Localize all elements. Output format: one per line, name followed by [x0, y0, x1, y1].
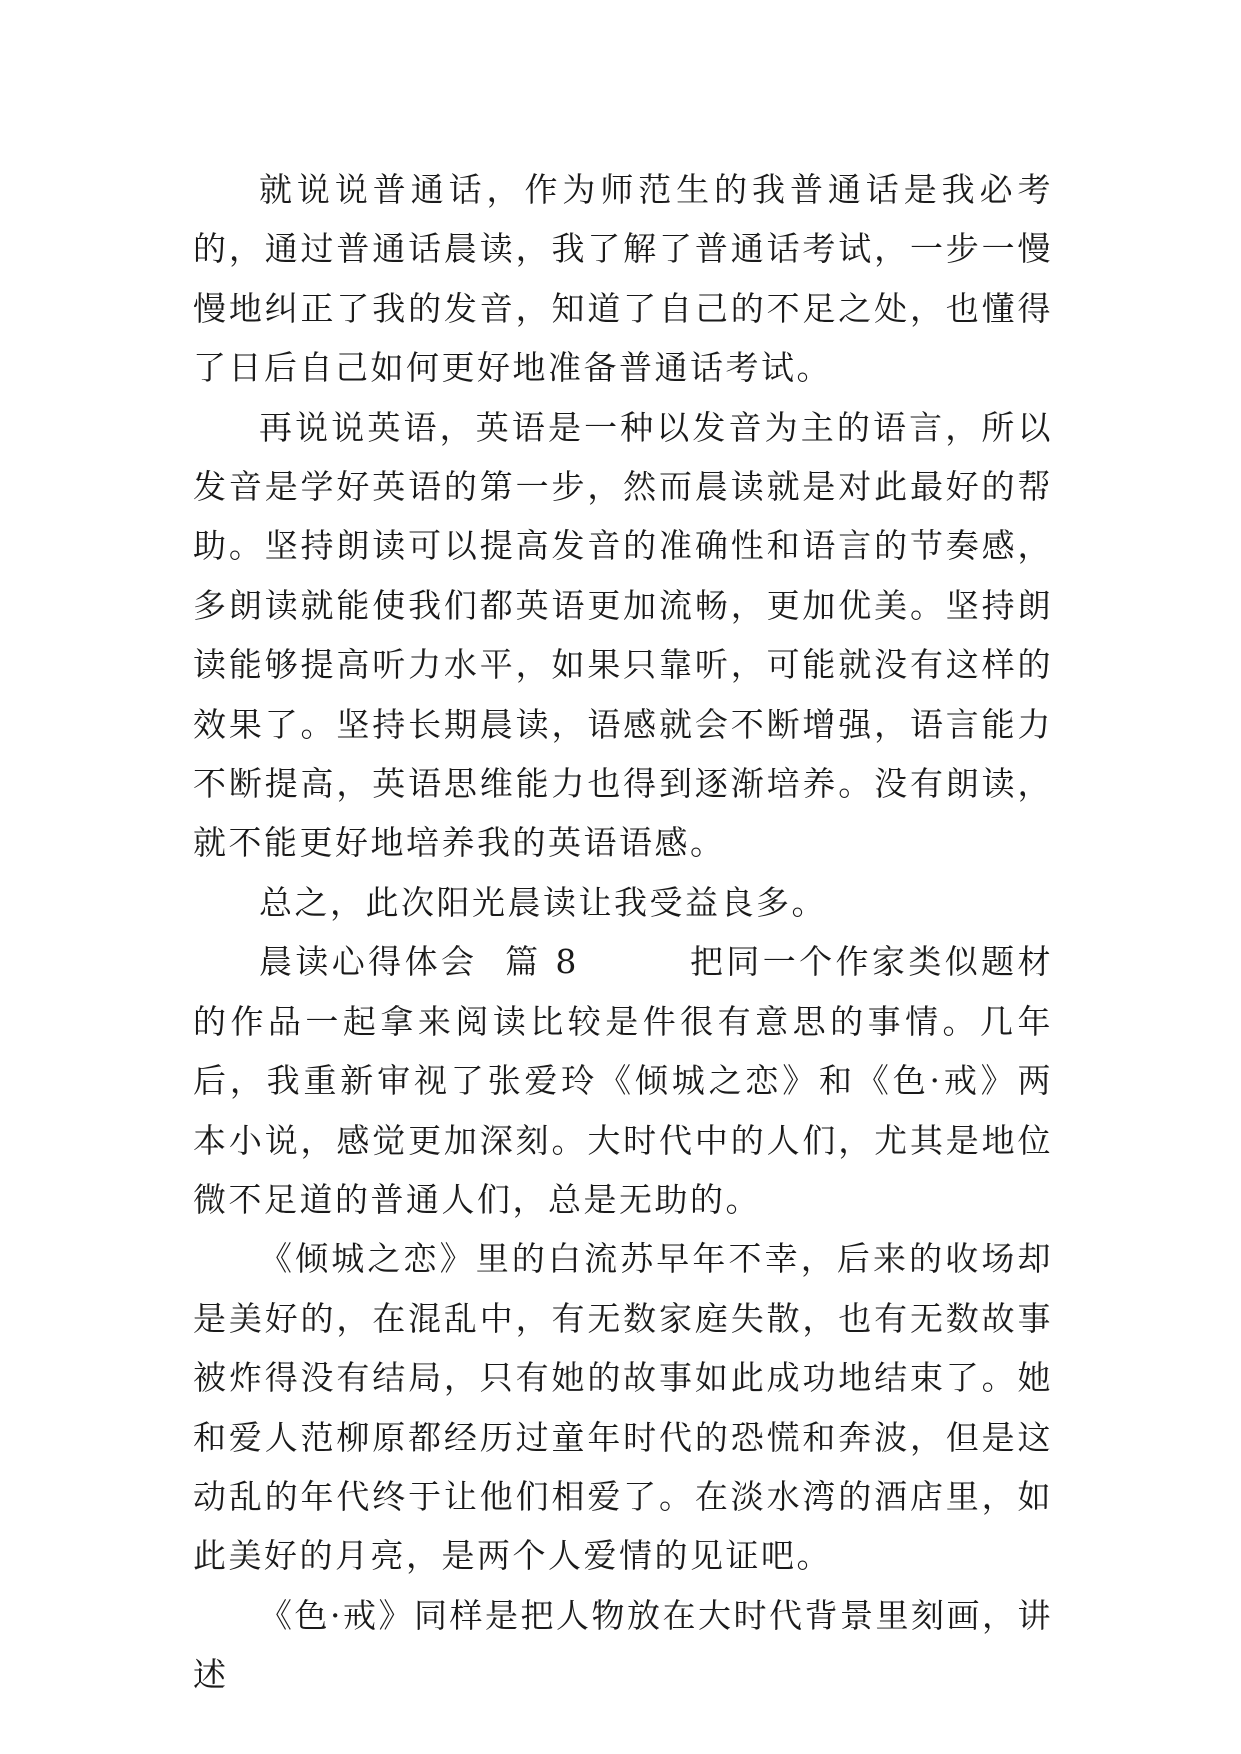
paragraph-qingcheng: 《倾城之恋》里的白流苏早年不幸，后来的收场却是美好的，在混乱中，有无数家庭失散，也有无数故事被炸得没有结局，只有她的故事如此成功地结束了。她和爱人范柳原都经历过童年时代的恐慌和奔波，但是这动乱的年代终于让他们相爱了。在淡水湾的酒店里，如此美好的月亮，是两个人爱情的见证吧。 — [193, 1239, 1053, 1576]
body-text — [193, 160, 1053, 1705]
paragraph-putonghua: 就说说普通话，作为师范生的我普通话是我必考的，通过普通话晨读，我了解了普通话考试，一步一慢慢地纠正了我的发音，知道了自己的不足之处，也懂得了日后自己如何更好地准备普通话考试。 — [193, 170, 1053, 388]
paragraph-sejie: 《色·戒》同样是把人物放在大时代背景里刻画，讲述 — [193, 1595, 1053, 1695]
paragraph-english: 再说说英语，英语是一种以发音为主的语言，所以发音是学好英语的第一步，然而晨读就是对此最好的帮助。坚持朗读可以提高发音的准确性和语言的节奏感，多朗读就能使我们都英语更加流畅，更加优美。坚持朗读能够提高听力水平，如果只靠听，可能就没有这样的效果了。坚持长期晨读，语感就会不断增强，语言能力不断提高，英语思维能力也得到逐渐培养。没有朗读，就不能更好地培养我的英语语感。 — [193, 407, 1053, 863]
paragraph-article-8: 晨读心得体会 篇 8 把同一个作家类似题材的作品一起拿来阅读比较是件很有意思的事情。几年后，我重新审视了张爱玲《倾城之恋》和《色·戒》两本小说，感觉更加深刻。大时代中的人们，尤其是地位微不足道的普通人们，总是无助的。 — [193, 942, 1053, 1219]
paragraph-conclusion: 总之，此次阳光晨读让我受益良多。 — [259, 882, 827, 922]
